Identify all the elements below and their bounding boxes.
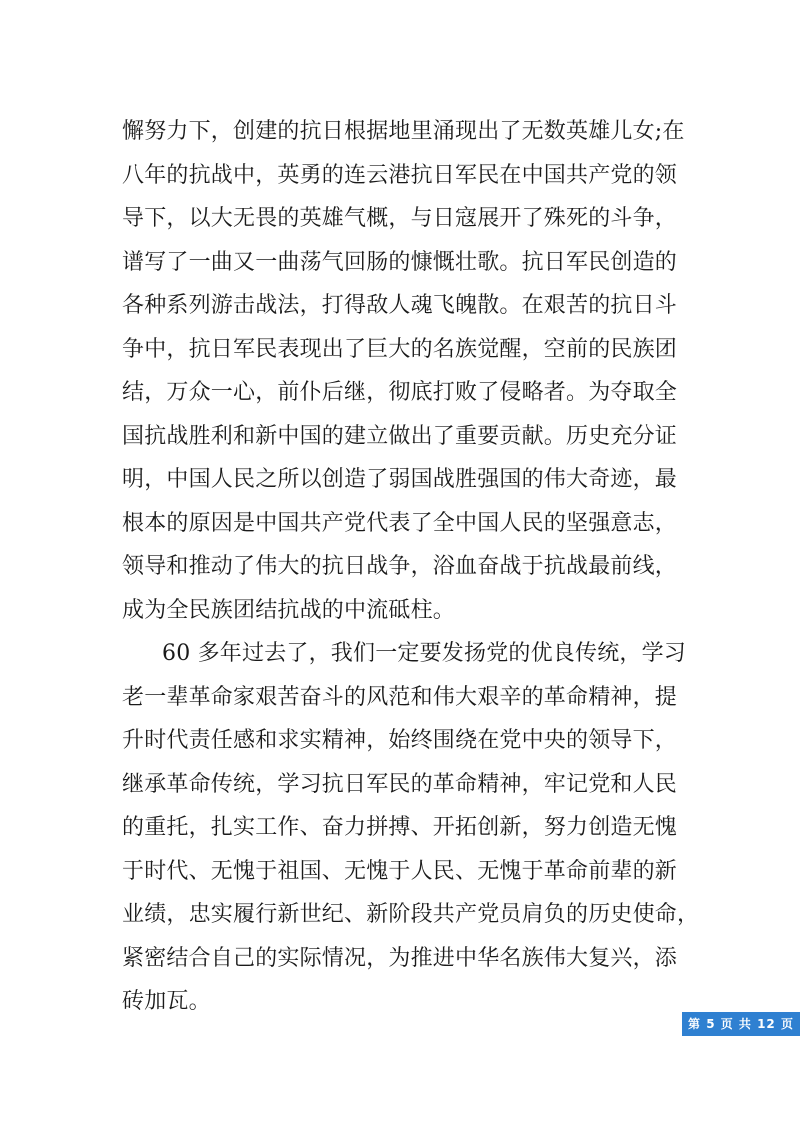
text-line: 结，万众一心，前仆后继，彻底打败了侵略者。为夺取全 bbox=[122, 380, 678, 405]
text-line: 业绩，忠实履行新世纪、新阶段共产党员肩负的历史使命， bbox=[122, 902, 700, 927]
text-line: 谱写了一曲又一曲荡气回肠的慷慨壮歌。抗日军民创造的 bbox=[122, 249, 678, 275]
text-line: 各种系列游击战法，打得敌人魂飞魄散。在艰苦的抗日斗 bbox=[122, 293, 678, 318]
text-line: 的重托，扎实工作、奋力拼搏、开拓创新，努力创造无愧 bbox=[122, 815, 678, 840]
text-line: 于时代、无愧于祖国、无愧于人民、无愧于革命前辈的新 bbox=[122, 858, 678, 884]
text-line: 争中，抗日军民表现出了巨大的名族觉醒，空前的民族团 bbox=[122, 336, 678, 362]
text-line: 继承革命传统，学习抗日军民的革命精神，牢记党和人民 bbox=[122, 771, 678, 797]
page-number-badge: 第 5 页 共 12 页 bbox=[682, 1012, 800, 1036]
text-line: 八年的抗战中，英勇的连云港抗日军民在中国共产党的领 bbox=[122, 162, 678, 188]
text-line: 砖加瓦。 bbox=[122, 989, 211, 1014]
text-line: 导下，以大无畏的英雄气概，与日寇展开了殊死的斗争， bbox=[122, 206, 678, 231]
text-line: 根本的原因是中国共产党代表了全中国人民的坚强意志， bbox=[122, 510, 678, 536]
paragraph-first-line: 60 多年过去了，我们一定要发扬党的优良传统，学习 bbox=[162, 641, 686, 666]
text-line: 懈努力下，创建的抗日根据地里涌现出了无数英雄儿女;在 bbox=[122, 119, 685, 144]
text-line: 升时代责任感和求实精神，始终围绕在党中央的领导下， bbox=[122, 728, 678, 753]
text-line: 明，中国人民之所以创造了弱国战胜强国的伟大奇迹，最 bbox=[122, 467, 678, 492]
text-line: 领导和推动了伟大的抗日战争，浴血奋战于抗战最前线， bbox=[122, 554, 678, 579]
text-line: 成为全民族团结抗战的中流砥柱。 bbox=[122, 597, 456, 623]
text-line: 国抗战胜利和新中国的建立做出了重要贡献。历史充分证 bbox=[122, 423, 678, 449]
document-body bbox=[122, 110, 700, 1024]
text-line: 老一辈革命家艰苦奋斗的风范和伟大艰辛的革命精神，提 bbox=[122, 684, 678, 710]
text-line: 紧密结合自己的实际情况，为推进中华名族伟大复兴，添 bbox=[122, 945, 678, 971]
